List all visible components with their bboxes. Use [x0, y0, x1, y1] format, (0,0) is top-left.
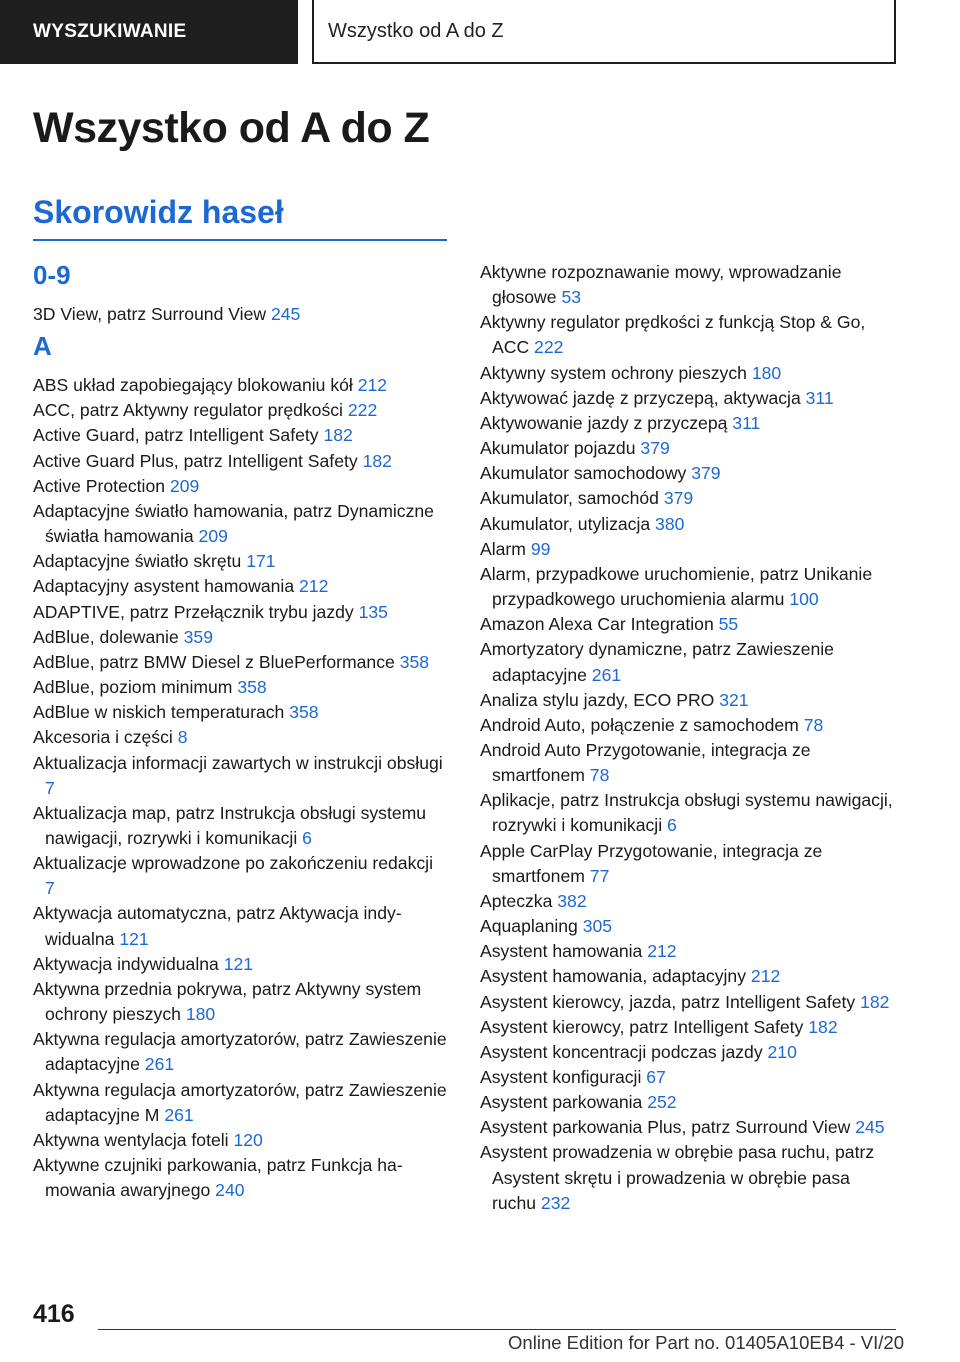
index-entry-page-link[interactable]: 78 — [803, 714, 824, 735]
page-title: Wszystko od A do Z — [33, 104, 430, 152]
index-entry-page-link[interactable]: 55 — [718, 614, 739, 635]
index-entry-text: Aktualizacja map, patrz Instrukcja obsługi systemu nawigacji, rozrywki i komunikacji — [33, 802, 427, 848]
index-entry-text: Akumulator pojazdu — [480, 438, 636, 459]
index-entry-text: Apteczka — [480, 890, 553, 911]
index-entry-page-link[interactable]: 380 — [655, 513, 685, 534]
index-entry-page-link[interactable]: 121 — [223, 953, 254, 974]
index-entry-text: Akumulator, utylizacja — [480, 513, 651, 534]
index-entry-text: ACC, patrz Aktywny regulator prędkości — [33, 400, 343, 421]
index-entry-page-link[interactable]: 261 — [144, 1054, 175, 1075]
index-entry-page-link[interactable]: 209 — [198, 526, 228, 547]
index-entry — [480, 1090, 894, 1115]
index-entry — [33, 901, 447, 951]
index-entry — [480, 361, 894, 386]
index-entry-page-link[interactable]: 382 — [557, 890, 587, 911]
index-entry — [480, 512, 894, 537]
index-entry-text: Active Guard Plus, patrz Intelligent Safety — [33, 450, 358, 471]
index-entry — [480, 310, 894, 360]
index-entry-text: Asystent kierowcy, jazda, patrz Intelligent Safety — [480, 991, 856, 1012]
index-entry-page-link[interactable]: 7 — [45, 878, 55, 899]
index-entry-page-link[interactable]: 78 — [589, 765, 610, 786]
index-entry — [480, 964, 894, 989]
index-entry-page-link[interactable]: 6 — [667, 815, 677, 836]
index-letter-heading: 0-9 — [33, 260, 71, 290]
index-entry-text: Android Auto Przygotowanie, integracja ze smartfonem — [480, 739, 811, 786]
section-divider — [33, 239, 447, 241]
index-entry-text: Asystent kierowcy, patrz Intelligent Safety — [480, 1016, 804, 1037]
index-entry-text: Aktywne rozpoznawanie mowy, wprowadzanie głosowe — [480, 262, 842, 308]
index-entry-page-link[interactable]: 311 — [805, 387, 834, 408]
index-entry-text: Akumulator, samochód — [480, 488, 659, 509]
index-entry-text: Asystent koncentracji podczas jazdy — [480, 1041, 763, 1062]
index-entry-text: Active Guard, patrz Intelligent Safety — [33, 425, 319, 446]
index-entry-text: Active Protection — [33, 475, 166, 496]
index-entry-text: Adaptacyjne światło hamowania, patrz Dynamiczne światła hamowania — [33, 500, 434, 547]
index-entry — [480, 738, 894, 788]
index-entry — [480, 436, 894, 461]
index-entry-text: Adaptacyjny asystent hamowania — [33, 576, 295, 597]
index-entry — [33, 1153, 447, 1203]
index-entry-page-link[interactable]: 53 — [561, 287, 582, 308]
index-entry — [480, 788, 894, 838]
index-entry-text: Asystent konfiguracji — [480, 1067, 642, 1087]
index-entry-page-link[interactable]: 210 — [767, 1041, 797, 1062]
chapter-tab[interactable]: Wszystko od A do Z — [312, 0, 896, 64]
index-entry — [33, 700, 447, 725]
index-entry-text: Aktywna przednia pokrywa, patrz Aktywny system ochrony pieszych — [33, 978, 422, 1025]
index-entry-text: AdBlue w niskich temperaturach — [33, 702, 285, 723]
section-title: Skorowidz haseł — [33, 194, 284, 230]
index-entry-page-link[interactable]: 180 — [185, 1004, 216, 1025]
index-entry — [480, 990, 894, 1015]
index-entry-page-link[interactable]: 121 — [119, 928, 149, 949]
index-entry-text: Aktywacja automatyczna, patrz Aktywacja indywidualna — [33, 903, 402, 949]
index-entry — [33, 977, 447, 1027]
index-entry-page-link[interactable]: 359 — [183, 626, 213, 647]
index-entry-page-link[interactable]: 358 — [289, 702, 319, 723]
index-entry-page-link[interactable]: 7 — [45, 777, 55, 798]
index-entry-page-link[interactable]: 180 — [751, 362, 782, 383]
index-entry-page-link[interactable]: 120 — [233, 1129, 263, 1150]
index-entry-text: Android Auto, połączenie z samochodem — [480, 714, 799, 735]
index-entry-page-link[interactable]: 358 — [237, 677, 267, 698]
index-entry — [480, 486, 894, 511]
index-entry — [33, 851, 447, 901]
index-entry-page-link[interactable]: 232 — [540, 1192, 571, 1213]
index-entry — [480, 839, 894, 889]
index-entry — [33, 398, 447, 423]
index-entry — [480, 688, 894, 713]
top-navigation-bar — [0, 0, 960, 66]
index-entry-text: 3D View, patrz Surround View — [33, 304, 267, 324]
index-entry — [480, 939, 894, 964]
index-entry-page-link[interactable]: 100 — [789, 589, 819, 610]
index-entry-text: Apple CarPlay Przygotowanie, integracja ze smartfonem — [480, 840, 823, 886]
index-entry-page-link[interactable]: 321 — [719, 689, 749, 710]
index-entry-page-link[interactable]: 379 — [691, 463, 721, 484]
index-entry — [480, 1140, 894, 1215]
index-entry-text: Asystent parkowania Plus, patrz Surround View — [480, 1117, 851, 1138]
index-entry — [480, 1040, 894, 1065]
section-tab-search[interactable]: WYSZUKIWANIE — [0, 0, 298, 64]
index-entry-page-link[interactable]: 77 — [589, 865, 610, 886]
index-entry-page-link[interactable]: 311 — [732, 412, 761, 433]
index-entry-text: Aplikacje, patrz Instrukcja obsługi systemu nawigacji, rozrywki i komunikacji — [480, 790, 893, 836]
index-entry — [33, 625, 447, 650]
index-column-right — [480, 260, 894, 1216]
index-entry-text: ABS układ zapobiegający blokowaniu kół — [33, 375, 353, 396]
index-entry-page-link[interactable]: 261 — [164, 1104, 194, 1125]
index-entry — [480, 637, 894, 687]
index-entry — [33, 650, 447, 675]
index-entry-text: Aquaplaning — [480, 916, 578, 937]
index-entry — [480, 1115, 894, 1140]
index-entry-page-link[interactable]: 245 — [270, 304, 301, 324]
index-entry-text: Analiza stylu jazdy, ECO PRO — [480, 689, 715, 710]
index-entry — [480, 1065, 894, 1090]
index-column-left — [33, 256, 447, 1203]
index-entry — [480, 537, 894, 562]
index-entry — [33, 373, 447, 398]
index-entry-page-link[interactable]: 245 — [855, 1117, 885, 1138]
index-entry-text: Aktywne czujniki parkowania, patrz Funkcja hamowania awaryjnego — [33, 1155, 403, 1201]
index-entry-text: Asystent prowadzenia w obrębie pasa ruchu, patrz Asystent skrętu i prowadzenia w obrębie pasa ruchu — [480, 1142, 875, 1213]
index-entry — [480, 889, 894, 914]
index-entry — [480, 461, 894, 486]
index-entry — [33, 675, 447, 700]
index-entry-page-link[interactable]: 379 — [663, 488, 694, 509]
index-entry — [480, 713, 894, 738]
index-entry-page-link[interactable]: 182 — [808, 1016, 838, 1037]
index-entry — [480, 914, 894, 939]
index-entry-page-link[interactable]: 222 — [534, 337, 564, 358]
index-entry — [33, 600, 447, 625]
index-entry-text: Alarm, przypadkowe uruchomienie, patrz Unikanie przypadkowego uruchomienia alarmu — [480, 563, 873, 610]
index-entry-page-link[interactable]: 212 — [357, 375, 388, 396]
index-entry-page-link[interactable]: 379 — [640, 438, 670, 459]
index-entry-page-link[interactable]: 261 — [591, 664, 622, 685]
index-entry-text: Akumulator samochodowy — [480, 463, 687, 484]
index-entry-page-link[interactable]: 171 — [246, 551, 276, 572]
index-entry-text: Aktywacja indywidualna — [33, 953, 219, 974]
index-entry-text: Aktywny system ochrony pieszych — [480, 362, 747, 383]
index-entry — [480, 562, 894, 612]
index-entry-text: Aktywna regulacja amortyzatorów, patrz Zawieszenie adaptacyjne M — [33, 1079, 447, 1125]
index-entry-page-link[interactable]: 305 — [582, 916, 613, 937]
index-entry — [480, 411, 894, 436]
index-entry-text: Aktualizacja informacji zawartych w instrukcji obsługi — [33, 752, 443, 773]
index-entry-page-link[interactable]: 6 — [302, 827, 312, 848]
index-entry-text: Aktualizacje wprowadzone po zakończeniu redakcji — [33, 853, 433, 874]
index-entry — [480, 1015, 894, 1040]
index-entry — [33, 725, 447, 750]
index-entry-text: ADAPTIVE, patrz Przełącznik trybu jazdy — [33, 601, 354, 622]
index-entry — [33, 499, 447, 549]
page-number: 416 — [33, 1300, 75, 1328]
index-entry-page-link[interactable]: 67 — [646, 1067, 666, 1087]
index-entry-page-link[interactable]: 252 — [647, 1092, 677, 1113]
index-entry-text: Amortyzatory dynamiczne, patrz Zawieszenie adaptacyjne — [480, 639, 834, 685]
index-entry — [33, 751, 447, 801]
index-entry-text: Asystent parkowania — [480, 1092, 643, 1113]
footer-divider — [98, 1329, 896, 1330]
index-entry — [33, 801, 447, 851]
index-entry — [33, 574, 447, 599]
index-entry — [480, 386, 894, 411]
index-entry-text: Aktywować jazdę z przyczepą, aktywacja — [480, 387, 801, 408]
index-entry-page-link[interactable]: 209 — [169, 475, 200, 496]
index-entry-page-link[interactable]: 358 — [399, 651, 430, 672]
index-entry — [33, 1078, 447, 1128]
index-entry-text: Aktywna regulacja amortyzatorów, patrz Zawieszenie adaptacyjne — [33, 1029, 447, 1075]
index-entry — [33, 449, 447, 474]
index-entry-page-link[interactable]: 212 — [750, 966, 781, 987]
index-entry — [480, 260, 894, 310]
index-entry — [480, 612, 894, 637]
index-entry-page-link[interactable]: 222 — [347, 400, 378, 421]
index-entry-text: Asystent hamowania — [480, 941, 643, 962]
index-entry-text: AdBlue, poziom minimum — [33, 677, 233, 698]
index-entry-text: AdBlue, dolewanie — [33, 626, 179, 647]
index-entry-text: Alarm — [480, 538, 526, 559]
index-entry-text: Amazon Alexa Car Integration — [480, 614, 714, 635]
index-entry-page-link[interactable]: 212 — [647, 941, 677, 962]
footer-edition-text: Online Edition for Part no. 01405A10EB4 - VI/20 — [508, 1332, 904, 1353]
index-entry-page-link[interactable]: 8 — [177, 727, 188, 748]
index-entry-text: AdBlue, patrz BMW Diesel z BluePerformance — [33, 651, 395, 672]
index-entry — [33, 423, 447, 448]
index-entry-page-link[interactable]: 182 — [362, 450, 392, 471]
index-entry-page-link[interactable]: 182 — [860, 991, 890, 1012]
index-entry — [33, 474, 447, 499]
index-entry-page-link[interactable]: 99 — [530, 538, 551, 559]
index-entry-page-link[interactable]: 135 — [358, 601, 388, 622]
index-entry — [33, 549, 447, 574]
index-entry-page-link[interactable]: 182 — [323, 425, 353, 446]
index-entry-text: Akcesoria i części — [33, 727, 173, 748]
index-entry — [33, 302, 447, 327]
index-entry-text: Aktywna wentylacja foteli — [33, 1129, 229, 1150]
index-entry-page-link[interactable]: 212 — [299, 576, 329, 597]
index-entry-text: Aktywny regulator prędkości z funkcją Stop & Go, ACC — [480, 312, 866, 358]
index-letter-heading: A — [33, 331, 52, 362]
index-entry-text: Adaptacyjne światło skrętu — [33, 551, 242, 572]
index-entry — [33, 1027, 447, 1077]
index-entry — [33, 952, 447, 977]
index-entry — [33, 1128, 447, 1153]
index-entry-text: Aktywowanie jazdy z przyczepą — [480, 412, 728, 433]
index-entry-text: Asystent hamowania, adaptacyjny — [480, 966, 747, 987]
index-entry-page-link[interactable]: 240 — [215, 1180, 245, 1201]
